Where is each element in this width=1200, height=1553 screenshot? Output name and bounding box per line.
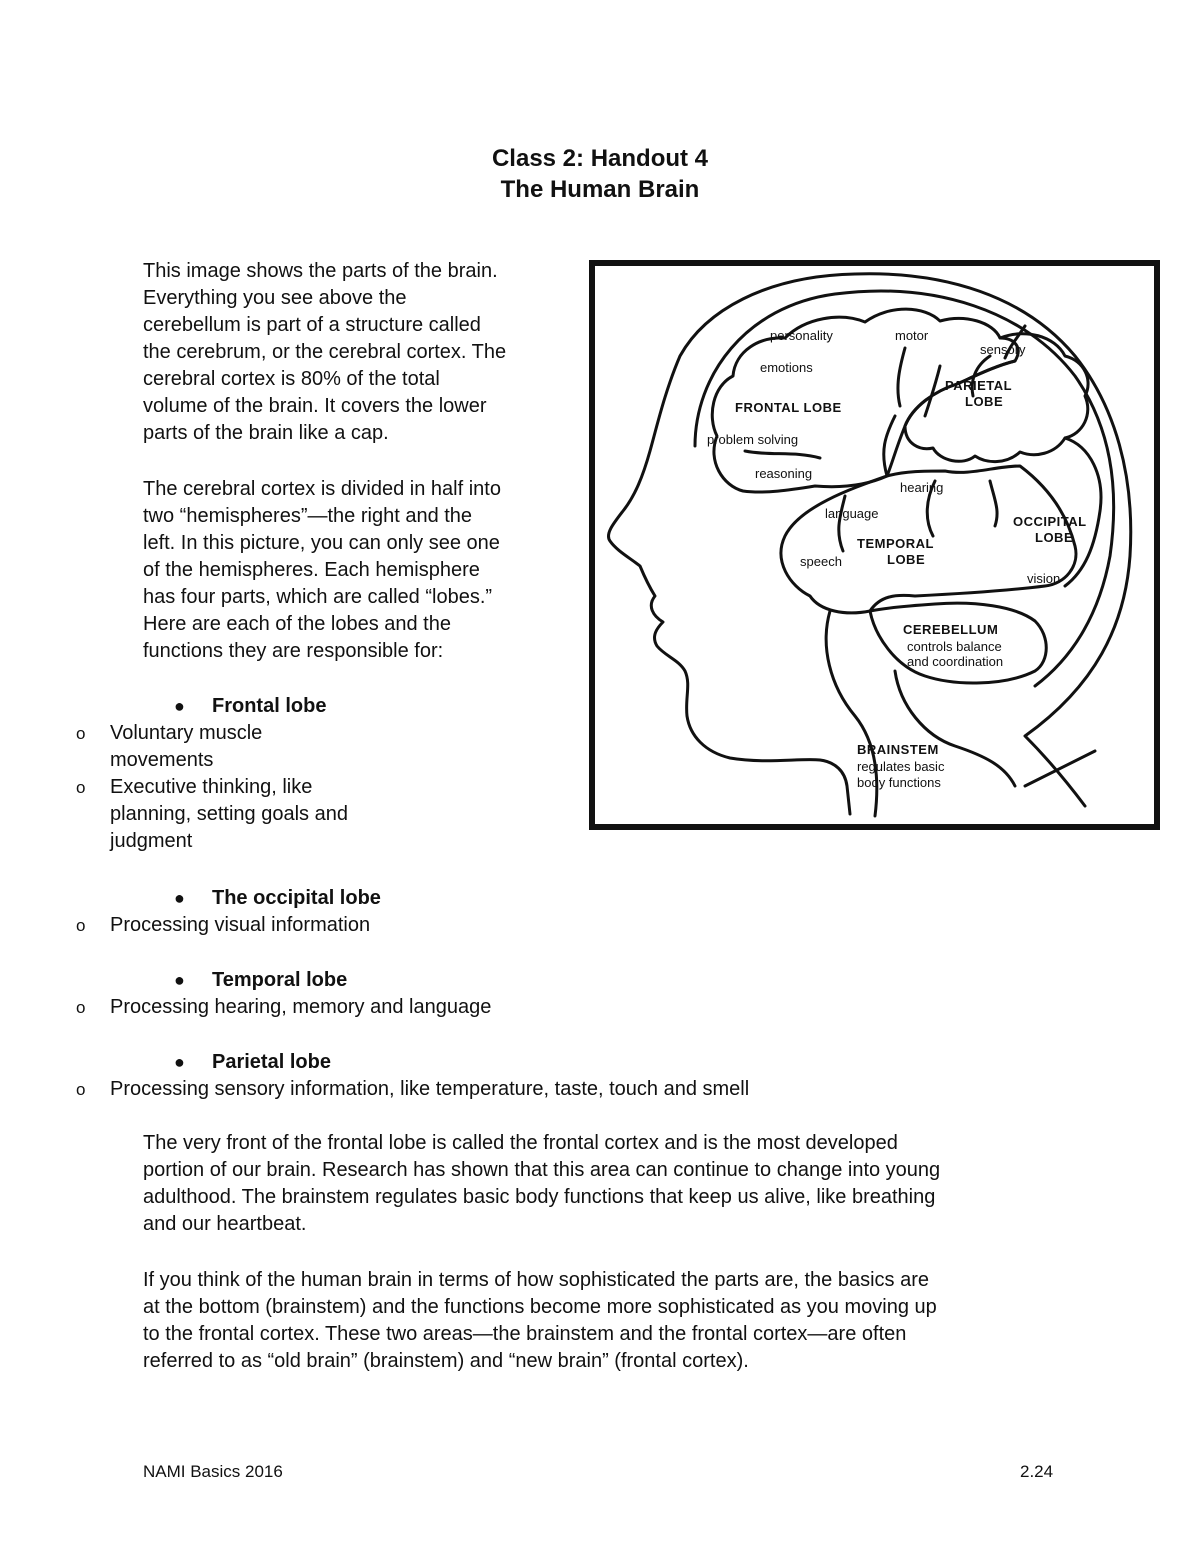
footer-source: NAMI Basics 2016	[143, 1462, 283, 1481]
text-line: at the bottom (brainstem) and the functions become more sophisticated as you moving up	[143, 1296, 937, 1318]
text-line: functions they are responsible for:	[143, 640, 444, 662]
lobe-heading: Frontal lobe	[212, 695, 327, 717]
frontal-cortex-paragraph	[143, 1130, 1083, 1238]
label-frontal-lobe: FRONTAL LOBE	[735, 400, 842, 415]
label-speech: speech	[800, 554, 842, 569]
circle-bullet-icon: o	[76, 1080, 86, 1099]
text-line: left. In this picture, you can only see one	[143, 532, 500, 554]
label-brainstem-desc-2: body functions	[857, 775, 941, 790]
text-line: judgment	[110, 830, 193, 852]
text-line: Processing sensory information, like temperature, taste, touch and smell	[110, 1078, 750, 1100]
text-line: referred to as “old brain” (brainstem) and “new brain” (frontal cortex).	[143, 1350, 749, 1372]
intro-paragraph	[143, 258, 583, 447]
text-line: planning, setting goals and	[110, 803, 348, 825]
text-line: volume of the brain. It covers the lower	[143, 395, 487, 417]
label-emotions: emotions	[760, 360, 813, 375]
text-line: the cerebrum, or the cerebral cortex. The	[143, 341, 507, 363]
text-line: Executive thinking, like	[110, 776, 313, 798]
hemispheres-paragraph	[143, 476, 583, 665]
text-line: portion of our brain. Research has shown that this area can continue to change into young	[143, 1159, 941, 1181]
text-line: has four parts, which are called “lobes.”	[143, 586, 493, 608]
text-line: Here are each of the lobes and the	[143, 613, 451, 635]
label-occipital: OCCIPITAL	[1013, 514, 1087, 529]
text-line: This image shows the parts of the brain.	[143, 260, 498, 282]
circle-bullet-icon: o	[76, 916, 86, 935]
text-line: Voluntary muscle	[110, 722, 263, 744]
label-cerebellum-desc-2: and coordination	[907, 654, 1004, 669]
label-hearing: hearing	[900, 480, 944, 495]
page-number: 2.24	[1020, 1462, 1054, 1481]
circle-bullet-icon: o	[76, 998, 86, 1017]
label-sensory: sensory	[980, 342, 1026, 357]
text-line: and our heartbeat.	[143, 1213, 307, 1235]
bullet-icon: ●	[174, 1052, 185, 1072]
text-line: The cerebral cortex is divided in half into	[143, 478, 501, 500]
text-line: parts of the brain like a cap.	[143, 422, 389, 444]
label-occipital-lobe: LOBE	[1035, 530, 1074, 545]
label-vision: vision	[1027, 571, 1061, 586]
label-cerebellum-desc-1: controls balance	[907, 639, 1002, 654]
label-parietal: PARIETAL	[945, 378, 1013, 393]
lobe-heading: The occipital lobe	[212, 887, 381, 909]
bullet-icon: ●	[174, 888, 185, 908]
text-line: cerebellum is part of a structure called	[143, 314, 481, 336]
lobe-heading: Temporal lobe	[212, 969, 348, 991]
label-brainstem-desc-1: regulates basic	[857, 759, 945, 774]
occipital-lobe-outline	[1065, 438, 1101, 586]
label-personality: personality	[770, 328, 833, 343]
text-line: The very front of the frontal lobe is called the frontal cortex and is the most developed	[143, 1132, 898, 1154]
label-motor: motor	[895, 328, 929, 343]
bullet-icon: ●	[174, 696, 185, 716]
old-new-brain-paragraph	[143, 1267, 1083, 1375]
bullet-icon: ●	[174, 970, 185, 990]
text-line: of the hemispheres. Each hemisphere	[143, 559, 480, 581]
text-line: cerebral cortex is 80% of the total	[143, 368, 440, 390]
text-line: If you think of the human brain in terms of how sophisticated the parts are, the basics are	[143, 1269, 929, 1291]
text-line: Processing visual information	[110, 914, 371, 936]
label-cerebellum: CEREBELLUM	[903, 622, 999, 637]
label-problem-solving: problem solving	[707, 432, 799, 447]
label-parietal-lobe: LOBE	[965, 394, 1004, 409]
text-line: adulthood. The brainstem regulates basic body functions that keep us alive, like breathing	[143, 1186, 936, 1208]
text-line: movements	[110, 749, 214, 771]
page-title: Class 2: Handout 4	[491, 145, 709, 172]
text-line: Processing hearing, memory and language	[110, 996, 492, 1018]
label-brainstem: BRAINSTEM	[857, 742, 939, 757]
text-line: to the frontal cortex. These two areas—the brainstem and the frontal cortex—are often	[143, 1323, 907, 1345]
circle-bullet-icon: o	[76, 778, 86, 797]
brain-diagram	[589, 260, 1160, 830]
label-reasoning: reasoning	[755, 466, 813, 481]
page-subtitle: The Human Brain	[500, 176, 700, 203]
circle-bullet-icon: o	[76, 724, 86, 743]
lobe-heading: Parietal lobe	[212, 1051, 331, 1073]
label-temporal-lobe: LOBE	[887, 552, 926, 567]
text-line: Everything you see above the	[143, 287, 407, 309]
text-line: two “hemispheres”—the right and the	[143, 505, 473, 527]
label-temporal: TEMPORAL	[857, 536, 934, 551]
label-language: language	[825, 506, 879, 521]
